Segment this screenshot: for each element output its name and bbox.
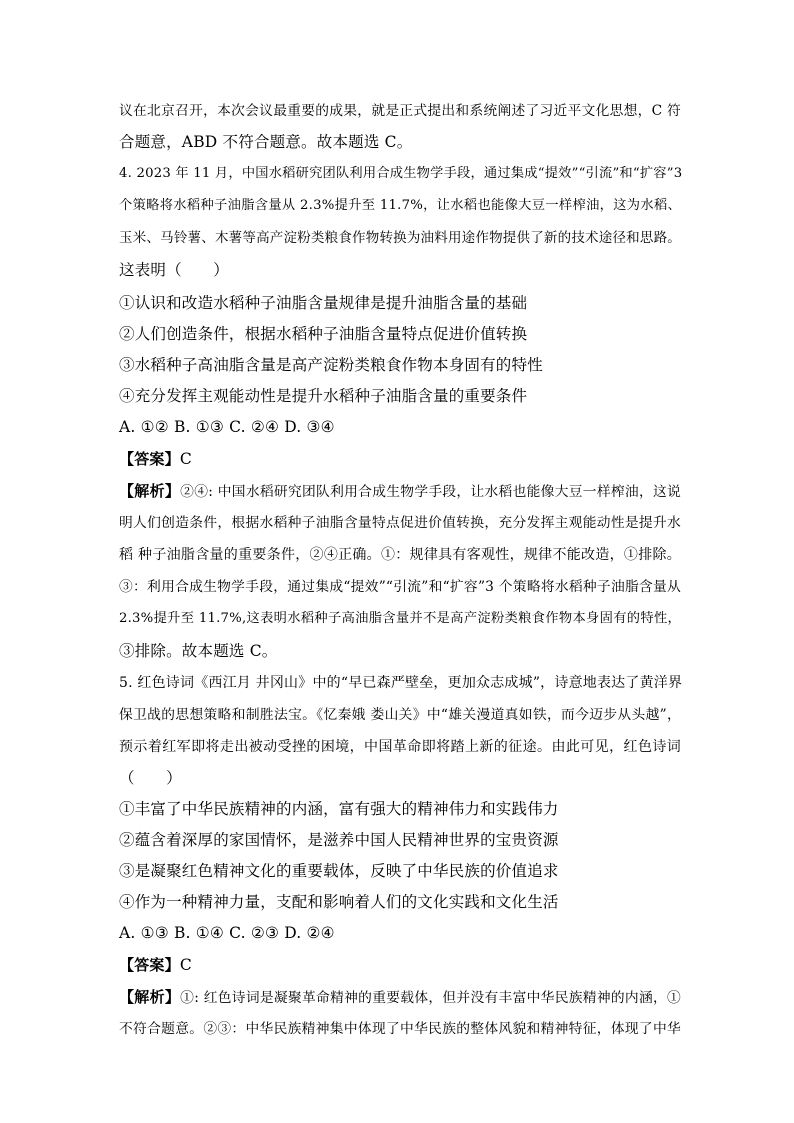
- q5-option-4: ④作为一种精神力量，支配和影响着人们的文化实践和文化生活: [119, 893, 559, 911]
- q5-answer: [119, 955, 681, 975]
- q4-stem-line-3: 玉米、马铃薯、木薯等高产淀粉类粮食作物转换为油料用途作物提供了新的技术途径和思路。: [119, 230, 681, 246]
- q4-analysis-line-1: [119, 481, 681, 502]
- q4-answer-label: 【答案】: [119, 450, 180, 468]
- q4-answer: [119, 449, 681, 469]
- q5-analysis-label: 【解析】: [119, 988, 181, 1006]
- q4-analysis-line-5: 2.3%提升至 11.7%,这表明水稻种子高油脂含量并不是高产淀粉类粮食作物本身固有的特性，: [119, 611, 681, 626]
- q4-stem-line-4: 这表明（ ）: [119, 261, 229, 279]
- q4-option-2: ②人们创造条件，根据水稻种子油脂含量特点促进价值转换: [119, 325, 528, 343]
- q4-stem-line-1: 4. 2023 年 11 月，中国水稻研究团队利用合成生物学手段，通过集成“提效”“引流”和“扩容”3: [119, 166, 683, 181]
- q5-stem-line-4: （ ）: [119, 769, 182, 787]
- q5-option-3: ③是凝聚红色精神文化的重要载体，反映了中华民族的价值追求: [119, 862, 559, 880]
- q5-stem-line-2: 保卫战的思想策略和制胜法宝。《忆秦娥 娄山关》中“雄关漫道真如铁，而今迈步从头越”，: [119, 707, 681, 723]
- q4-option-1: ①认识和改造水稻种子油脂含量规律是提升油脂含量的基础: [119, 294, 528, 312]
- q5-choices: A. ①③ B. ①④ C. ②③ D. ②④: [119, 924, 335, 942]
- q5-analysis-line-2: 不符合题意。②③：中华民族精神集中体现了中华民族的整体风貌和精神特征，体现了中华: [119, 1021, 681, 1037]
- q4-analysis-label: 【解析】: [119, 482, 181, 500]
- q5-analysis-first: ①: 红色诗词是凝聚革命精神的重要载体，但并没有丰富中华民族精神的内涵，①: [180, 990, 681, 1006]
- q5-option-1: ①丰富了中华民族精神的内涵，富有强大的精神伟力和实践伟力: [119, 800, 559, 818]
- q4-choices: A. ①② B. ①③ C. ②④ D. ③④: [119, 418, 335, 436]
- q5-option-2: ②蕴含着深厚的家国情怀，是滋养中国人民精神世界的宝贵资源: [119, 831, 559, 849]
- continuation-line-2: 合题意，ABD 不符合题意。故本题选 C。: [119, 133, 413, 151]
- q4-answer-value: C: [179, 450, 192, 468]
- q5-answer-value: C: [179, 956, 192, 974]
- q5-stem-line-1: 5. 红色诗词《西江月 井冈山》中的“早已森严壁垒，更加众志成城”，诗意地表达了黄洋界: [119, 675, 683, 691]
- q5-stem-line-3: 预示着红军即将走出被动受挫的困境，中国革命即将踏上新的征途。由此可见，红色诗词: [119, 739, 681, 755]
- q5-answer-label: 【答案】: [119, 956, 180, 974]
- q4-analysis-line-3: 稻 种子油脂含量的重要条件，②④正确。①：规律具有客观性，规律不能改造，①排除。: [119, 547, 681, 563]
- q4-analysis-first: ②④: 中国水稻研究团队利用合成生物学手段，让水稻也能像大豆一样榨油，这说: [180, 484, 681, 500]
- q4-option-4: ④充分发挥主观能动性是提升水稻种子油脂含量的重要条件: [119, 387, 528, 405]
- q4-option-3: ③水稻种子高油脂含量是高产淀粉类粮食作物本身固有的特性: [119, 356, 543, 374]
- q4-stem-line-2: 个策略将水稻种子油脂含量从 2.3%提升至 11.7%，让水稻也能像大豆一样榨油，这为水稻、: [119, 198, 681, 213]
- q4-analysis-line-4: ③：利用合成生物学手段，通过集成“提效”“引流”和“扩容”3 个策略将水稻种子油脂含量从: [119, 579, 681, 595]
- continuation-line-1: 议在北京召开，本次会议最重要的成果，就是正式提出和系统阐述了习近平文化思想，C 符: [119, 103, 681, 119]
- q4-analysis-line-6: ③排除。故本题选 C。: [119, 642, 278, 660]
- q5-analysis-line-1: [119, 987, 681, 1008]
- q4-analysis-line-2: 明人们创造条件，根据水稻种子油脂含量特点促进价值转换，充分发挥主观能动性是提升水: [119, 515, 681, 531]
